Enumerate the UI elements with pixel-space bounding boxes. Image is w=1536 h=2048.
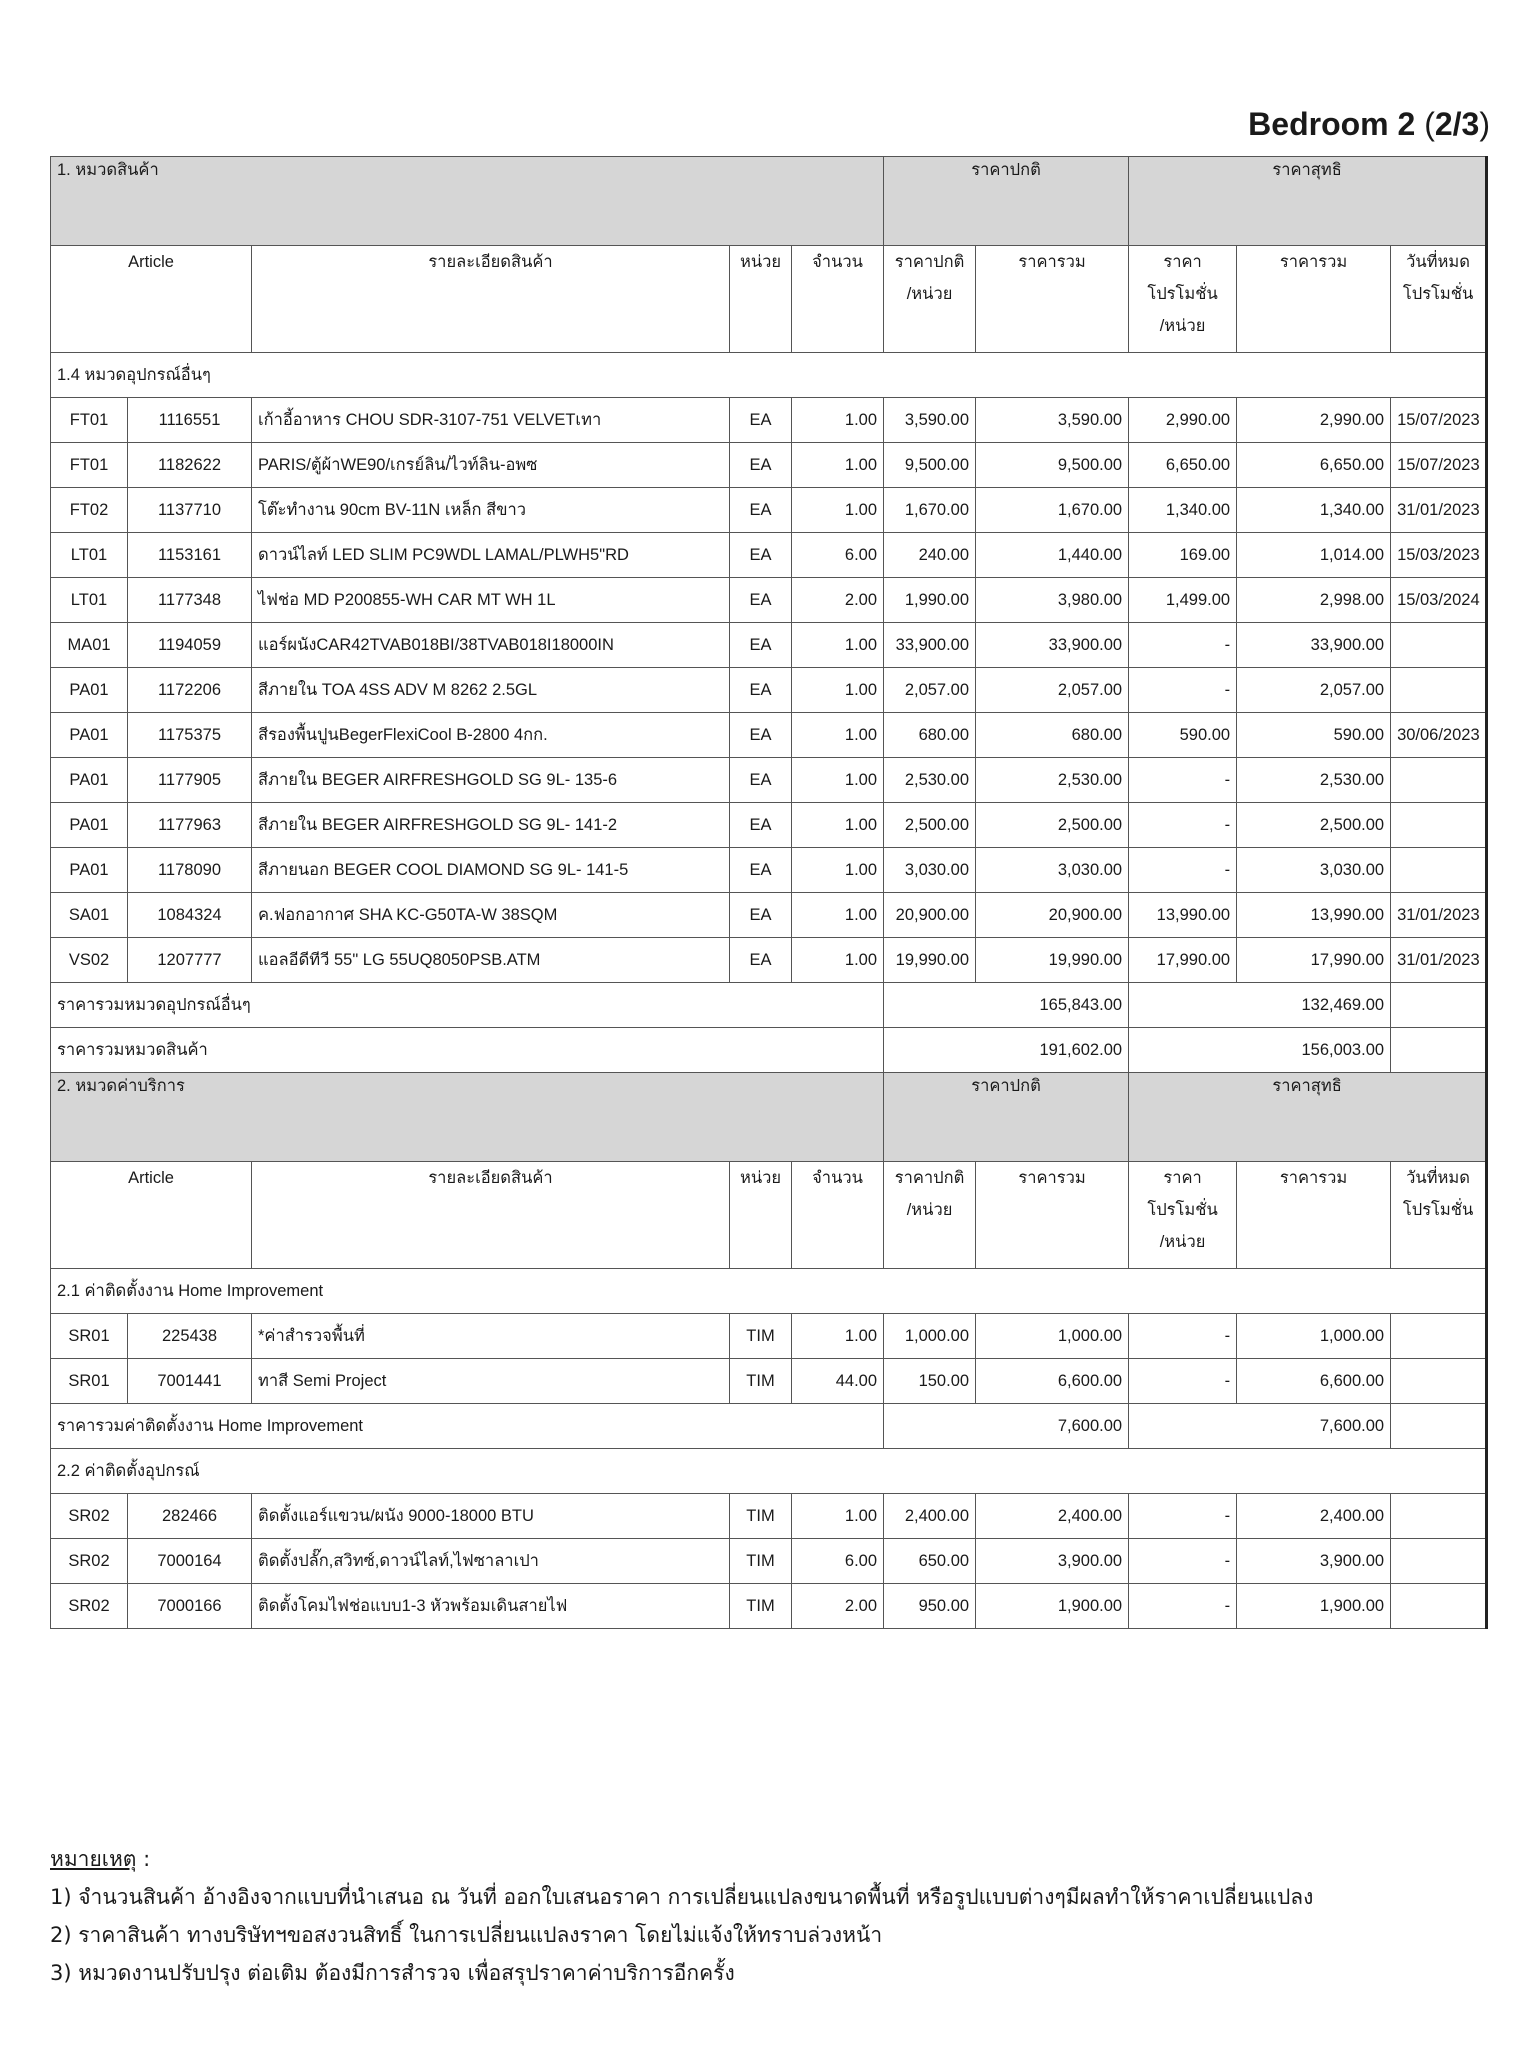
subcategory-row	[51, 1449, 1487, 1494]
table-row	[51, 713, 1487, 758]
item-total: 3,590.00	[976, 398, 1129, 443]
item-code: SA01	[51, 893, 128, 938]
subcategory-label: 2.1 ค่าติดตั้งงาน Home Improvement	[51, 1269, 1487, 1314]
net-price-group: ราคาสุทธิ	[1129, 1073, 1487, 1162]
item-unit: EA	[730, 578, 792, 623]
item-code: PA01	[51, 668, 128, 713]
item-promo-end: 31/01/2023	[1391, 488, 1487, 533]
item-price: 1,000.00	[884, 1314, 976, 1359]
item-promo-end	[1391, 848, 1487, 893]
item-article: 1084324	[128, 893, 252, 938]
item-code: MA01	[51, 623, 128, 668]
item-description: ติดตั้งโคมไฟช่อแบบ1-3 หัวพร้อมเดินสายไฟ	[252, 1584, 730, 1629]
item-total: 33,900.00	[976, 623, 1129, 668]
total-net: 156,003.00	[1129, 1028, 1391, 1073]
section-header-1	[51, 157, 1487, 246]
item-net-total: 2,990.00	[1237, 398, 1391, 443]
item-total: 680.00	[976, 713, 1129, 758]
item-price: 950.00	[884, 1584, 976, 1629]
item-qty: 1.00	[792, 668, 884, 713]
item-promo-end	[1391, 668, 1487, 713]
note-item: 2) ราคาสินค้า ทางบริษัทฯขอสงวนสิทธิ์ ในการเปลี่ยนแปลงราคา โดยไม่แจ้งให้ทราบล่วงหน้า	[50, 1923, 883, 1947]
item-price: 3,030.00	[884, 848, 976, 893]
table-row	[51, 668, 1487, 713]
col-article: Article	[51, 1162, 252, 1269]
item-description: PARIS/ตู้ผ้าWE90/เกรย์ลิน/ไวท์ลิน-อพซ	[252, 443, 730, 488]
item-article: 1137710	[128, 488, 252, 533]
item-article: 1178090	[128, 848, 252, 893]
item-promo-price: -	[1129, 1539, 1237, 1584]
item-promo-end: 31/01/2023	[1391, 893, 1487, 938]
notes: หมายเหตุ : 1) จำนวนสินค้า อ้างอิงจากแบบที่นำเสนอ ณ วันที่ ออกใบเสนอราคา การเปลี่ยนแปลงขนาดพื้นที่ หรือรูปแบบต่างๆมีผลทำให้ราคาเปลี่ยนแปลง 2) ราคาสินค้า ทางบริษัทฯขอสงวนสิทธิ์ ในการเปลี่ยนแปลงราคา โดยไม่แจ้งให้ทราบล่วงหน้า 3) หมวดงานปรับปรุง ต่อเติม ต้องมีการสำรวจ เพื่อสรุปราคาค่าบริการอีกครั้ง	[50, 1840, 1313, 1992]
item-code: LT01	[51, 578, 128, 623]
item-net-total: 6,650.00	[1237, 443, 1391, 488]
item-promo-end: 15/07/2023	[1391, 443, 1487, 488]
item-net-total: 2,998.00	[1237, 578, 1391, 623]
item-unit: TIM	[730, 1584, 792, 1629]
item-unit: EA	[730, 533, 792, 578]
item-article: 1177963	[128, 803, 252, 848]
item-net-total: 6,600.00	[1237, 1359, 1391, 1404]
item-qty: 1.00	[792, 848, 884, 893]
col-total: ราคารวม	[976, 246, 1129, 353]
item-unit: TIM	[730, 1539, 792, 1584]
item-article: 7000166	[128, 1584, 252, 1629]
col-promo-end: วันที่หมด โปรโมชั่น	[1391, 246, 1487, 353]
item-promo-price: 590.00	[1129, 713, 1237, 758]
item-total: 3,980.00	[976, 578, 1129, 623]
item-article: 1194059	[128, 623, 252, 668]
item-qty: 1.00	[792, 443, 884, 488]
item-unit: EA	[730, 488, 792, 533]
col-qty: จำนวน	[792, 246, 884, 353]
item-description: โต๊ะทำงาน 90cm BV-11N เหล็ก สีขาว	[252, 488, 730, 533]
total-label: ราคารวมหมวดอุปกรณ์อื่นๆ	[51, 983, 884, 1028]
table-row	[51, 398, 1487, 443]
item-total: 19,990.00	[976, 938, 1129, 983]
item-promo-price: -	[1129, 1494, 1237, 1539]
item-description: เก้าอี้อาหาร CHOU SDR-3107-751 VELVETเทา	[252, 398, 730, 443]
item-code: FT01	[51, 398, 128, 443]
item-promo-price: 6,650.00	[1129, 443, 1237, 488]
item-net-total: 2,057.00	[1237, 668, 1391, 713]
item-price: 20,900.00	[884, 893, 976, 938]
item-qty: 6.00	[792, 1539, 884, 1584]
item-promo-price: -	[1129, 1314, 1237, 1359]
item-code: SR02	[51, 1494, 128, 1539]
note-item: 3) หมวดงานปรับปรุง ต่อเติม ต้องมีการสำรวจ เพื่อสรุปราคาค่าบริการอีกครั้ง	[50, 1961, 735, 1985]
page-title: Bedroom 2 (2/3)	[1248, 106, 1490, 142]
item-description: สีรองพื้นปูนBegerFlexiCool B-2800 4กก.	[252, 713, 730, 758]
item-description: ไฟช่อ MD P200855-WH CAR MT WH 1L	[252, 578, 730, 623]
item-price: 2,400.00	[884, 1494, 976, 1539]
item-description: ติดตั้งแอร์แขวน/ผนัง 9000-18000 BTU	[252, 1494, 730, 1539]
item-unit: TIM	[730, 1359, 792, 1404]
quotation-table	[50, 156, 1488, 1629]
item-description: ทาสี Semi Project	[252, 1359, 730, 1404]
item-article: 1153161	[128, 533, 252, 578]
item-unit: EA	[730, 803, 792, 848]
item-unit: EA	[730, 938, 792, 983]
item-total: 9,500.00	[976, 443, 1129, 488]
item-qty: 2.00	[792, 1584, 884, 1629]
item-article: 282466	[128, 1494, 252, 1539]
item-code: VS02	[51, 938, 128, 983]
subcategory-row	[51, 353, 1487, 398]
col-unit: หน่วย	[730, 1162, 792, 1269]
item-unit: TIM	[730, 1314, 792, 1359]
item-total: 1,440.00	[976, 533, 1129, 578]
item-description: สีภายใน TOA 4SS ADV M 8262 2.5GL	[252, 668, 730, 713]
item-net-total: 17,990.00	[1237, 938, 1391, 983]
item-qty: 1.00	[792, 1494, 884, 1539]
item-price: 150.00	[884, 1359, 976, 1404]
col-article: Article	[51, 246, 252, 353]
item-promo-price: 1,340.00	[1129, 488, 1237, 533]
item-promo-end	[1391, 1359, 1487, 1404]
item-description: สีภายนอก BEGER COOL DIAMOND SG 9L- 141-5	[252, 848, 730, 893]
total-blank	[1391, 1404, 1487, 1449]
item-net-total: 1,014.00	[1237, 533, 1391, 578]
item-promo-end	[1391, 803, 1487, 848]
item-article: 7001441	[128, 1359, 252, 1404]
table-row	[51, 848, 1487, 893]
item-price: 1,990.00	[884, 578, 976, 623]
item-description: แอลอีดีทีวี 55" LG 55UQ8050PSB.ATM	[252, 938, 730, 983]
item-net-total: 2,500.00	[1237, 803, 1391, 848]
item-net-total: 1,900.00	[1237, 1584, 1391, 1629]
item-promo-end: 15/03/2023	[1391, 533, 1487, 578]
item-price: 650.00	[884, 1539, 976, 1584]
section-title: 1. หมวดสินค้า	[51, 157, 884, 246]
item-qty: 1.00	[792, 1314, 884, 1359]
item-code: PA01	[51, 758, 128, 803]
item-total: 2,400.00	[976, 1494, 1129, 1539]
item-description: สีภายใน BEGER AIRFRESHGOLD SG 9L- 135-6	[252, 758, 730, 803]
item-promo-price: -	[1129, 623, 1237, 668]
item-code: FT02	[51, 488, 128, 533]
item-promo-price: 169.00	[1129, 533, 1237, 578]
total-row	[51, 983, 1487, 1028]
item-price: 19,990.00	[884, 938, 976, 983]
item-promo-end	[1391, 1314, 1487, 1359]
total-row	[51, 1028, 1487, 1073]
item-code: PA01	[51, 848, 128, 893]
section-title: 2. หมวดค่าบริการ	[51, 1073, 884, 1162]
item-article: 225438	[128, 1314, 252, 1359]
subcategory-label: 1.4 หมวดอุปกรณ์อื่นๆ	[51, 353, 1487, 398]
item-net-total: 2,530.00	[1237, 758, 1391, 803]
total-regular: 7,600.00	[884, 1404, 1129, 1449]
item-code: PA01	[51, 803, 128, 848]
item-description: ดาวน์ไลท์ LED SLIM PC9WDL LAMAL/PLWH5"RD	[252, 533, 730, 578]
item-article: 1207777	[128, 938, 252, 983]
item-total: 2,057.00	[976, 668, 1129, 713]
item-qty: 1.00	[792, 938, 884, 983]
item-promo-end: 30/06/2023	[1391, 713, 1487, 758]
col-description: รายละเอียดสินค้า	[252, 1162, 730, 1269]
item-qty: 1.00	[792, 893, 884, 938]
item-net-total: 590.00	[1237, 713, 1391, 758]
item-description: *ค่าสำรวจพื้นที่	[252, 1314, 730, 1359]
item-promo-end	[1391, 1539, 1487, 1584]
item-net-total: 3,030.00	[1237, 848, 1391, 893]
col-qty: จำนวน	[792, 1162, 884, 1269]
total-row	[51, 1404, 1487, 1449]
item-article: 7000164	[128, 1539, 252, 1584]
item-promo-price: 17,990.00	[1129, 938, 1237, 983]
col-price-per-unit: ราคาปกติ /หน่วย	[884, 246, 976, 353]
item-net-total: 13,990.00	[1237, 893, 1391, 938]
item-net-total: 1,340.00	[1237, 488, 1391, 533]
total-label: ราคารวมหมวดสินค้า	[51, 1028, 884, 1073]
item-total: 1,670.00	[976, 488, 1129, 533]
item-unit: EA	[730, 893, 792, 938]
item-unit: EA	[730, 758, 792, 803]
item-description: ติดตั้งปลั๊ก,สวิทซ์,ดาวน์ไลท์,ไฟซาลาเปา	[252, 1539, 730, 1584]
item-article: 1116551	[128, 398, 252, 443]
col-promo: ราคา โปรโมชั่น /หน่วย	[1129, 246, 1237, 353]
item-unit: EA	[730, 443, 792, 488]
item-promo-end	[1391, 758, 1487, 803]
item-promo-end	[1391, 1494, 1487, 1539]
item-unit: EA	[730, 668, 792, 713]
section-header-2	[51, 1073, 1487, 1162]
item-total: 1,900.00	[976, 1584, 1129, 1629]
item-qty: 6.00	[792, 533, 884, 578]
table-row	[51, 1314, 1487, 1359]
column-header-row	[51, 1162, 1487, 1269]
item-promo-end: 31/01/2023	[1391, 938, 1487, 983]
total-blank	[1391, 1028, 1487, 1073]
item-qty: 44.00	[792, 1359, 884, 1404]
col-net-total: ราคารวม	[1237, 1162, 1391, 1269]
item-description: แอร์ผนังCAR42TVAB018BI/38TVAB018I18000IN	[252, 623, 730, 668]
item-code: PA01	[51, 713, 128, 758]
item-article: 1177348	[128, 578, 252, 623]
item-total: 2,500.00	[976, 803, 1129, 848]
col-unit: หน่วย	[730, 246, 792, 353]
item-article: 1175375	[128, 713, 252, 758]
item-qty: 1.00	[792, 623, 884, 668]
table-row	[51, 1584, 1487, 1629]
regular-price-group: ราคาปกติ	[884, 157, 1129, 246]
item-promo-price: -	[1129, 1359, 1237, 1404]
item-unit: EA	[730, 848, 792, 893]
item-unit: TIM	[730, 1494, 792, 1539]
item-code: SR01	[51, 1314, 128, 1359]
item-code: SR01	[51, 1359, 128, 1404]
item-price: 680.00	[884, 713, 976, 758]
item-price: 33,900.00	[884, 623, 976, 668]
item-unit: EA	[730, 623, 792, 668]
item-promo-price: -	[1129, 758, 1237, 803]
col-promo-end: วันที่หมด โปรโมชั่น	[1391, 1162, 1487, 1269]
item-price: 9,500.00	[884, 443, 976, 488]
table-row	[51, 623, 1487, 668]
item-qty: 1.00	[792, 713, 884, 758]
total-blank	[1391, 983, 1487, 1028]
total-net: 7,600.00	[1129, 1404, 1391, 1449]
item-article: 1182622	[128, 443, 252, 488]
table-row	[51, 758, 1487, 803]
item-total: 6,600.00	[976, 1359, 1129, 1404]
item-code: LT01	[51, 533, 128, 578]
item-net-total: 33,900.00	[1237, 623, 1391, 668]
column-header-row	[51, 246, 1487, 353]
item-promo-price: -	[1129, 848, 1237, 893]
table-row	[51, 533, 1487, 578]
table-row	[51, 803, 1487, 848]
item-net-total: 3,900.00	[1237, 1539, 1391, 1584]
item-promo-price: 13,990.00	[1129, 893, 1237, 938]
item-total: 3,030.00	[976, 848, 1129, 893]
table-row	[51, 488, 1487, 533]
item-price: 1,670.00	[884, 488, 976, 533]
item-price: 3,590.00	[884, 398, 976, 443]
notes-title: หมายเหตุ	[50, 1847, 137, 1871]
item-total: 3,900.00	[976, 1539, 1129, 1584]
item-promo-end: 15/07/2023	[1391, 398, 1487, 443]
item-qty: 1.00	[792, 398, 884, 443]
subcategory-label: 2.2 ค่าติดตั้งอุปกรณ์	[51, 1449, 1487, 1494]
item-promo-price: 1,499.00	[1129, 578, 1237, 623]
item-unit: EA	[730, 713, 792, 758]
table-row	[51, 1494, 1487, 1539]
item-price: 2,057.00	[884, 668, 976, 713]
item-promo-end	[1391, 623, 1487, 668]
item-qty: 1.00	[792, 758, 884, 803]
total-net: 132,469.00	[1129, 983, 1391, 1028]
item-unit: EA	[730, 398, 792, 443]
item-price: 240.00	[884, 533, 976, 578]
subcategory-row	[51, 1269, 1487, 1314]
item-description: ค.ฟอกอากาศ SHA KC-G50TA-W 38SQM	[252, 893, 730, 938]
table-row	[51, 1539, 1487, 1584]
col-promo: ราคา โปรโมชั่น /หน่วย	[1129, 1162, 1237, 1269]
total-regular: 165,843.00	[884, 983, 1129, 1028]
item-total: 1,000.00	[976, 1314, 1129, 1359]
col-net-total: ราคารวม	[1237, 246, 1391, 353]
item-code: SR02	[51, 1539, 128, 1584]
item-price: 2,530.00	[884, 758, 976, 803]
regular-price-group: ราคาปกติ	[884, 1073, 1129, 1162]
item-total: 20,900.00	[976, 893, 1129, 938]
item-code: FT01	[51, 443, 128, 488]
item-description: สีภายใน BEGER AIRFRESHGOLD SG 9L- 141-2	[252, 803, 730, 848]
net-price-group: ราคาสุทธิ	[1129, 157, 1487, 246]
table-row	[51, 443, 1487, 488]
item-promo-price: -	[1129, 668, 1237, 713]
item-net-total: 1,000.00	[1237, 1314, 1391, 1359]
item-total: 2,530.00	[976, 758, 1129, 803]
item-promo-end	[1391, 1584, 1487, 1629]
item-qty: 1.00	[792, 803, 884, 848]
total-label: ราคารวมค่าติดตั้งงาน Home Improvement	[51, 1404, 884, 1449]
col-total: ราคารวม	[976, 1162, 1129, 1269]
table-row	[51, 1359, 1487, 1404]
item-net-total: 2,400.00	[1237, 1494, 1391, 1539]
item-promo-price: -	[1129, 803, 1237, 848]
col-price-per-unit: ราคาปกติ /หน่วย	[884, 1162, 976, 1269]
note-item: 1) จำนวนสินค้า อ้างอิงจากแบบที่นำเสนอ ณ วันที่ ออกใบเสนอราคา การเปลี่ยนแปลงขนาดพื้นที่ หรือรูปแบบต่างๆมีผลทำให้ราคาเปลี่ยนแปลง	[50, 1885, 1314, 1909]
item-price: 2,500.00	[884, 803, 976, 848]
item-promo-price: 2,990.00	[1129, 398, 1237, 443]
item-qty: 2.00	[792, 578, 884, 623]
item-code: SR02	[51, 1584, 128, 1629]
total-regular: 191,602.00	[884, 1028, 1129, 1073]
item-promo-price: -	[1129, 1584, 1237, 1629]
item-promo-end: 15/03/2024	[1391, 578, 1487, 623]
col-description: รายละเอียดสินค้า	[252, 246, 730, 353]
table-row	[51, 893, 1487, 938]
item-article: 1172206	[128, 668, 252, 713]
item-qty: 1.00	[792, 488, 884, 533]
table-row	[51, 938, 1487, 983]
table-row	[51, 578, 1487, 623]
item-article: 1177905	[128, 758, 252, 803]
